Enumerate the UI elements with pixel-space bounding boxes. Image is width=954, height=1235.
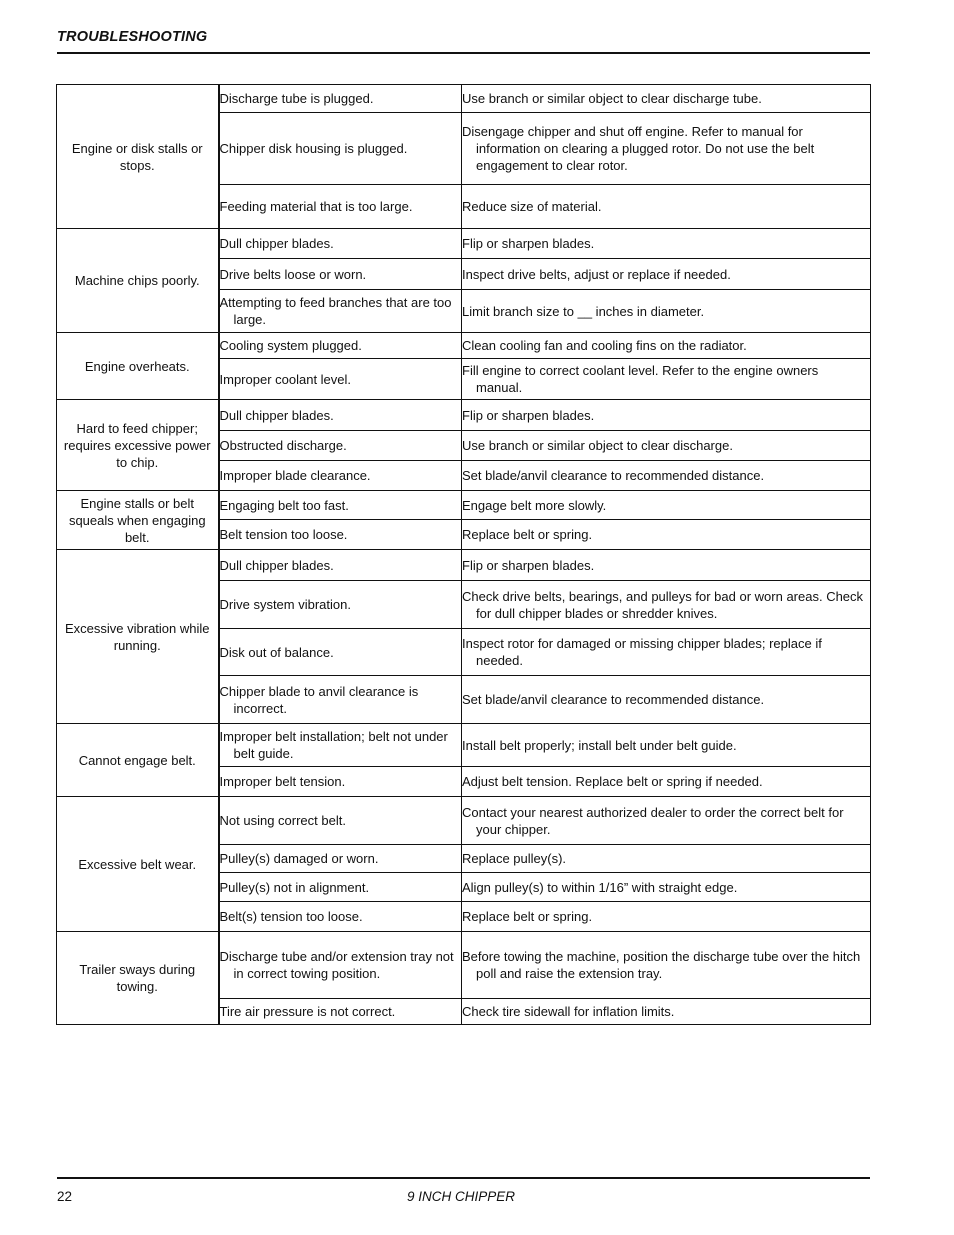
table-row (57, 797, 871, 845)
problem-cell: Machine chips poorly. (57, 229, 219, 333)
remedy-cell: Set blade/anvil clearance to recommended distance. (462, 461, 871, 491)
cause-cell: Improper blade clearance. (219, 461, 462, 491)
remedy-cell: Disengage chipper and shut off engine. Refer to manual for information on clearing a plugged rotor. Do not use the belt engagement to clear rotor. (462, 113, 871, 185)
remedy-cell: Fill engine to correct coolant level. Refer to the engine owners manual. (462, 359, 871, 400)
page-header-title: TROUBLESHOOTING (57, 29, 208, 45)
remedy-cell: Before towing the machine, position the discharge tube over the hitch poll and raise the extension tray. (462, 932, 871, 999)
table-row (57, 229, 871, 259)
remedy-cell: Set blade/anvil clearance to recommended distance. (462, 676, 871, 724)
cause-cell: Drive belts loose or worn. (219, 259, 462, 290)
remedy-cell: Limit branch size to __ inches in diameter. (462, 290, 871, 333)
table-row (57, 491, 871, 520)
cause-cell: Belt(s) tension too loose. (219, 902, 462, 932)
remedy-cell: Contact your nearest authorized dealer to order the correct belt for your chipper. (462, 797, 871, 845)
problem-cell: Excessive vibration while running. (57, 550, 219, 724)
cause-cell: Discharge tube and/or extension tray not in correct towing position. (219, 932, 462, 999)
cause-cell: Pulley(s) not in alignment. (219, 873, 462, 902)
problem-cell: Cannot engage belt. (57, 724, 219, 797)
cause-cell: Pulley(s) damaged or worn. (219, 845, 462, 873)
remedy-cell: Adjust belt tension. Replace belt or spring if needed. (462, 767, 871, 797)
cause-cell: Chipper disk housing is plugged. (219, 113, 462, 185)
cause-cell: Dull chipper blades. (219, 229, 462, 259)
cause-cell: Improper coolant level. (219, 359, 462, 400)
remedy-cell: Reduce size of material. (462, 185, 871, 229)
remedy-cell: Install belt properly; install belt under belt guide. (462, 724, 871, 767)
cause-cell: Improper belt installation; belt not under belt guide. (219, 724, 462, 767)
problem-cell: Engine or disk stalls or stops. (57, 85, 219, 229)
cause-cell: Attempting to feed branches that are too large. (219, 290, 462, 333)
cause-cell: Disk out of balance. (219, 629, 462, 676)
cause-cell: Chipper blade to anvil clearance is incorrect. (219, 676, 462, 724)
remedy-cell: Check tire sidewall for inflation limits. (462, 999, 871, 1025)
table-row (57, 550, 871, 581)
table-row (57, 400, 871, 431)
remedy-cell: Inspect drive belts, adjust or replace if needed. (462, 259, 871, 290)
problem-cell: Trailer sways during towing. (57, 932, 219, 1025)
problem-cell: Engine overheats. (57, 333, 219, 400)
cause-cell: Belt tension too loose. (219, 520, 462, 550)
problem-cell: Engine stalls or belt squeals when engaging belt. (57, 491, 219, 550)
cause-cell: Obstructed discharge. (219, 431, 462, 461)
cause-cell: Engaging belt too fast. (219, 491, 462, 520)
remedy-cell: Use branch or similar object to clear discharge tube. (462, 85, 871, 113)
cause-cell: Not using correct belt. (219, 797, 462, 845)
remedy-cell: Engage belt more slowly. (462, 491, 871, 520)
cause-cell: Drive system vibration. (219, 581, 462, 629)
cause-cell: Dull chipper blades. (219, 400, 462, 431)
remedy-cell: Flip or sharpen blades. (462, 400, 871, 431)
remedy-cell: Check drive belts, bearings, and pulleys for bad or worn areas. Check for dull chipper blades or shredder knives. (462, 581, 871, 629)
troubleshooting-table-body (57, 85, 871, 1025)
page-number: 22 (57, 1189, 73, 1204)
cause-cell: Discharge tube is plugged. (219, 85, 462, 113)
table-row (57, 333, 871, 359)
table-row (57, 932, 871, 999)
remedy-cell: Align pulley(s) to within 1/16” with straight edge. (462, 873, 871, 902)
remedy-cell: Replace pulley(s). (462, 845, 871, 873)
remedy-cell: Flip or sharpen blades. (462, 229, 871, 259)
table-row (57, 724, 871, 767)
cause-cell: Dull chipper blades. (219, 550, 462, 581)
footer-divider (57, 1177, 870, 1179)
table-row (57, 85, 871, 113)
remedy-cell: Replace belt or spring. (462, 902, 871, 932)
footer-doc-title: 9 INCH CHIPPER (407, 1189, 516, 1204)
remedy-cell: Flip or sharpen blades. (462, 550, 871, 581)
problem-cell: Hard to feed chipper; requires excessive power to chip. (57, 400, 219, 491)
remedy-cell: Inspect rotor for damaged or missing chipper blades; replace if needed. (462, 629, 871, 676)
problem-cell: Excessive belt wear. (57, 797, 219, 932)
cause-cell: Feeding material that is too large. (219, 185, 462, 229)
remedy-cell: Replace belt or spring. (462, 520, 871, 550)
cause-cell: Improper belt tension. (219, 767, 462, 797)
cause-cell: Cooling system plugged. (219, 333, 462, 359)
remedy-cell: Use branch or similar object to clear discharge. (462, 431, 871, 461)
cause-cell: Tire air pressure is not correct. (219, 999, 462, 1025)
troubleshooting-table (56, 84, 871, 1025)
header-divider (57, 52, 870, 54)
remedy-cell: Clean cooling fan and cooling fins on the radiator. (462, 333, 871, 359)
